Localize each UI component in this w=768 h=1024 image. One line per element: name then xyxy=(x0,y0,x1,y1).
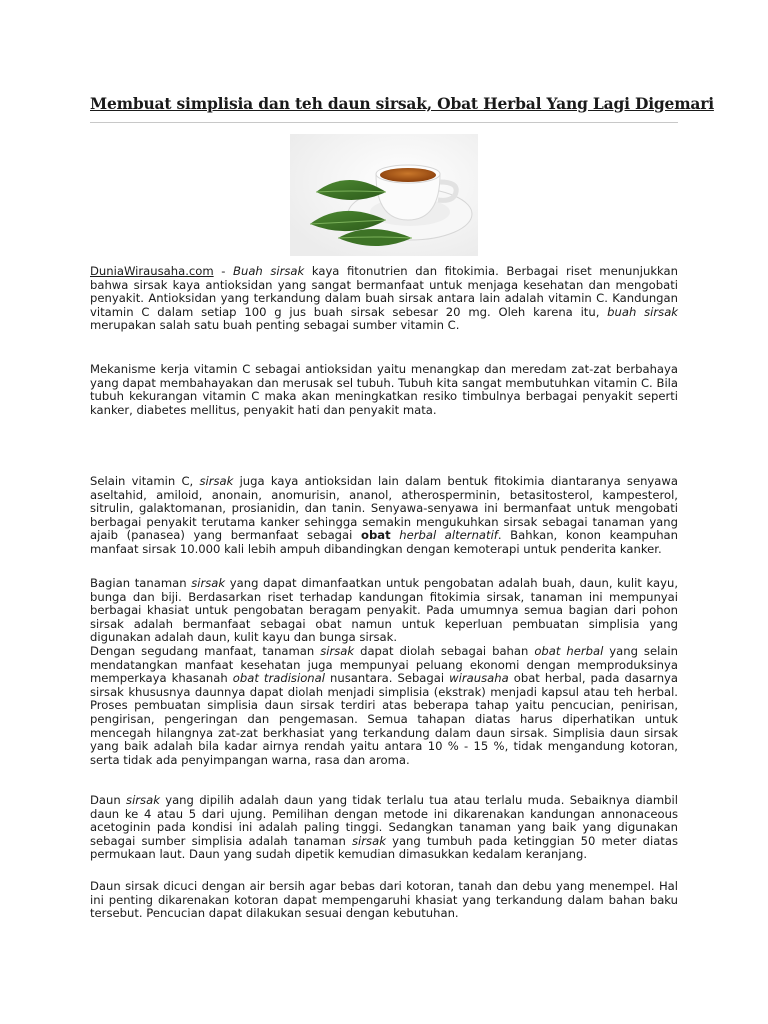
paragraph-3: Selain vitamin C, sirsak juga kaya antioksidan lain dalam bentuk fitokimia diantaranya senyawa aseltahid, amiloid, anonain, anomurisin, ananol, atherosperminin, betasitosterol, kampesterol, sitrulin, galaktomanan, prosianidin, dan tanin. Senyawa-senyawa ini bermanfaat untuk mengobati berbagai penyakit terutama kanker sehingga semakin mengukuhkan sirsak sebagai tanaman yang ajaib (panasea) yang bermanfaat sebagai obat herbal alternatif. Bahkan, konon keampuhan manfaat sirsak 10.000 kali lebih ampuh dibandingkan dengan kemoterapi untuk penderita kanker. xyxy=(90,474,678,556)
article-title: Membuat simplisia dan teh daun sirsak, Obat Herbal Yang Lagi Digemari xyxy=(90,94,714,113)
paragraph-5: Daun sirsak yang dipilih adalah daun yang tidak terlalu tua atau terlalu muda. Sebaiknya diambil daun ke 4 atau 5 dari ujung. Pemilihan dengan metode ini dikarenakan kandungan annonaceous acetoginin pada kondisi ini adalah paling tinggi. Sedangkan tanaman yang baik yang digunakan sebagai sumber simplisia adalah tanaman sirsak yang tumbuh pada ketinggian 50 meter diatas permukaan laut. Daun yang sudah dipetik kemudian dimasukkan kedalam keranjang. xyxy=(90,793,678,862)
paragraph-4: Bagian tanaman sirsak yang dapat dimanfaatkan untuk pengobatan adalah buah, daun, kulit kayu, bunga dan biji. Berdasarkan riset terhadap kandungan fitokimia sirsak, tanaman ini mempunyai berbagai khasiat untuk pengobatan beragam penyakit. Pada umumnya semua bagian dari pohon sirsak adalah bermanfaat sebagai obat namun untuk keperluan pembuatan simplisia yang digunakan adalah daun, kulit kayu dan bunga sirsak. Dengan segudang manfaat, tanaman sirsak dapat diolah sebagai bahan obat herbal yang selain mendatangkan manfaat kesehatan juga mempunyai peluang ekonomi dengan memproduksinya memperkaya khasanah obat tradisional nusantara. Sebagai wirausaha obat herbal, pada dasarnya sirsak khususnya daunnya dapat diolah menjadi simplisia (ekstrak) menjadi kapsul atau teh herbal. Proses pembuatan simplisia daun sirsak terdiri atas beberapa tahap yaitu pencucian, penirisan, pengirisan, pengeringan dan pengemasan. Semua tahapan diatas harus diperhatikan untuk mencegah hilangnya zat-zat berkhasiat yang terkandung dalam daun sirsak. Simplisia daun sirsak yang baik adalah bila kadar airnya rendah yaitu antara 10 % - 15 %, tidak mengandung kotoran, serta tidak ada penyimpangan warna, rasa dan aroma. xyxy=(90,576,679,767)
source-link[interactable]: DuniaWirausaha.com xyxy=(90,264,214,278)
paragraph-2: Mekanisme kerja vitamin C sebagai antioksidan yaitu menangkap dan meredam zat-zat berbahaya yang dapat membahayakan dan merusak sel tubuh. Tubuh kita sangat membutuhkan vitamin C. Bila tubuh kekurangan vitamin C maka akan meningkatkan resiko timbulnya berbagai penyakit seperti kanker, diabetes mellitus, penyakit hati dan penyakit mata. xyxy=(90,362,678,417)
tea-cup-with-soursop-leaves-icon xyxy=(290,134,478,256)
title-divider xyxy=(90,122,678,123)
paragraph-6: Daun sirsak dicuci dengan air bersih agar bebas dari kotoran, tanah dan debu yang menempel. Hal ini penting dikarenakan kotoran dapat mempengaruhi khasiat yang terkandung dalam bahan baku tersebut. Pencucian dapat dilakukan sesuai dengan kebutuhan. xyxy=(90,879,678,921)
paragraph-1: DuniaWirausaha.com - Buah sirsak kaya fitonutrien dan fitokimia. Berbagai riset menunjukkan bahwa sirsak kaya antioksidan yang sangat bermanfaat untuk menjaga kesehatan dan mengobati penyakit. Antioksidan yang terkandung dalam buah sirsak antara lain adalah vitamin C. Kandungan vitamin C dalam setiap 100 g jus buah sirsak sebesar 20 mg. Oleh karena itu, buah sirsak merupakan salah satu buah penting sebagai sumber vitamin C. xyxy=(90,264,679,333)
